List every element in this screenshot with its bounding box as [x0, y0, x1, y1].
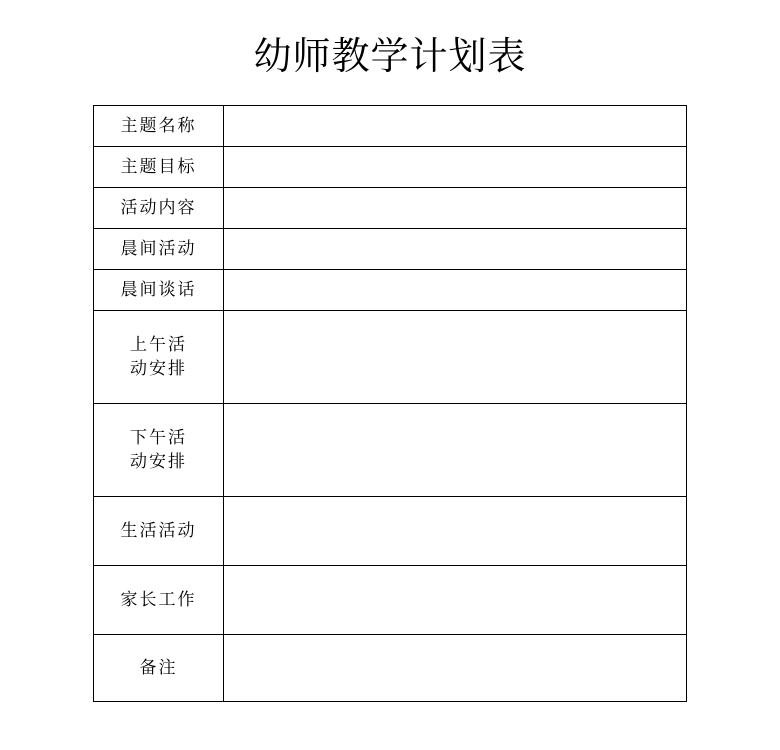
row-value-cell[interactable]	[224, 270, 687, 311]
row-label: 活动内容	[120, 198, 197, 218]
row-value-cell[interactable]	[224, 229, 687, 270]
row-value-cell[interactable]	[224, 404, 687, 497]
row-label-cell	[94, 229, 224, 270]
row-label: 主题目标	[120, 157, 197, 177]
page-title: 幼师教学计划表	[253, 34, 527, 78]
table-row	[94, 188, 687, 229]
row-value-cell[interactable]	[224, 566, 687, 635]
row-label: 家长工作	[120, 590, 197, 610]
row-value-cell[interactable]	[224, 147, 687, 188]
table-row	[94, 404, 687, 497]
table-row	[94, 566, 687, 635]
row-label: 主题名称	[120, 116, 197, 136]
row-label-cell	[94, 566, 224, 635]
table-row	[94, 106, 687, 147]
row-label: 备注	[139, 658, 178, 678]
row-label-cell	[94, 147, 224, 188]
row-label: 晨间活动	[120, 239, 197, 259]
row-value-cell[interactable]	[224, 497, 687, 566]
row-label-cell	[94, 635, 224, 702]
row-label: 上午活 动安排	[130, 335, 187, 379]
table-row	[94, 147, 687, 188]
row-value-cell[interactable]	[224, 311, 687, 404]
table-row	[94, 229, 687, 270]
row-label-cell	[94, 497, 224, 566]
row-label-cell	[94, 311, 224, 404]
table-row	[94, 311, 687, 404]
row-label: 生活活动	[120, 521, 197, 541]
row-label-cell	[94, 188, 224, 229]
row-label-cell	[94, 106, 224, 147]
plan-table	[93, 105, 687, 702]
row-value-cell[interactable]	[224, 635, 687, 702]
table-row	[94, 270, 687, 311]
row-label: 晨间谈话	[120, 280, 197, 300]
row-value-cell[interactable]	[224, 188, 687, 229]
row-label: 下午活 动安排	[130, 428, 187, 472]
table-row	[94, 497, 687, 566]
row-label-cell	[94, 404, 224, 497]
row-label-cell	[94, 270, 224, 311]
table-row	[94, 635, 687, 702]
row-value-cell[interactable]	[224, 106, 687, 147]
